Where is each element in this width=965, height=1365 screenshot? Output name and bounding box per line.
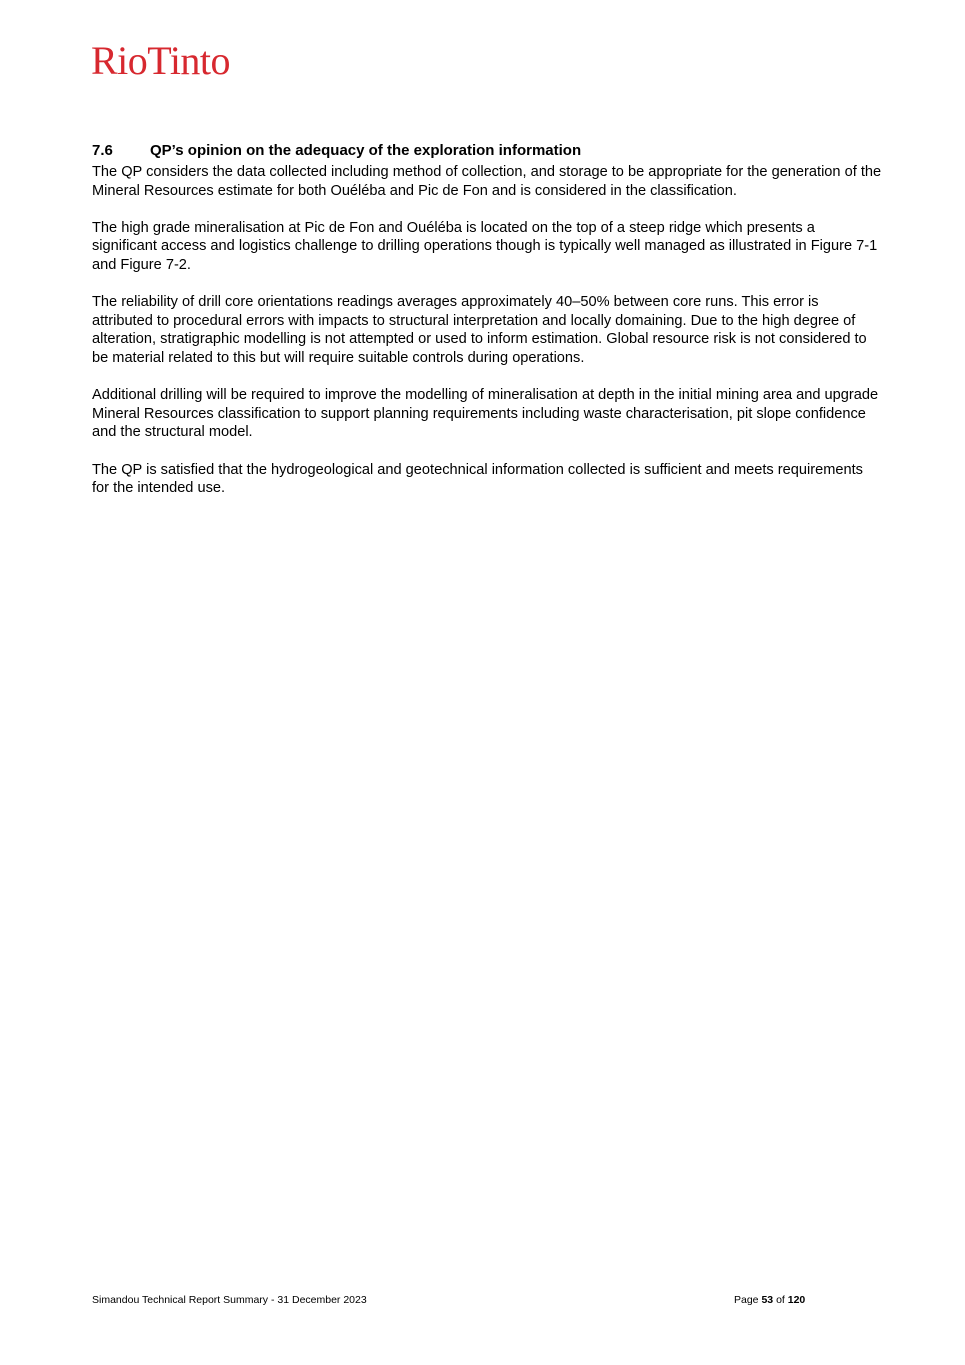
main-content xyxy=(92,141,882,516)
paragraph-core-orientation: The reliability of drill core orientations readings averages approximately 40–50% between core runs. This error is attributed to procedural errors with impacts to structural interpretation and locally domaining. Due to the high degree of alteration, stratigraphic modelling is not attempted or used to inform estimation. Global resource risk is not considered to be material related to this but will require suitable controls during operations. xyxy=(92,294,867,366)
total-pages: 120 xyxy=(787,1294,806,1306)
page-label: Page xyxy=(734,1294,759,1306)
paragraph-additional-drilling: Additional drilling will be required to improve the modelling of mineralisation at depth in the initial mining area and upgrade Mineral Resources classification to support planning requirements including waste characterisation, pit slope confidence and the structural model. xyxy=(92,387,879,441)
section-number: 7.6 xyxy=(92,142,113,159)
section-title: QP’s opinion on the adequacy of the exploration information xyxy=(150,142,582,159)
paragraph-drilling-access: The high grade mineralisation at Pic de Fon and Ouéléba is located on the top of a steep ridge which presents a significant access and logistics challenge to drilling operations though is typically well managed as illustrated in Figure 7-1 and Figure 7-2. xyxy=(92,219,878,273)
section-heading xyxy=(92,141,882,160)
paragraph-data-adequacy: The QP considers the data collected including method of collection, and storage to be appropriate for the generation of the Mineral Resources estimate for both Ouéléba and Pic de Fon and is considered in the classification. xyxy=(92,164,882,199)
footer-document-title: Simandou Technical Report Summary - 31 December 2023 xyxy=(92,1294,367,1306)
footer-page-indicator xyxy=(734,1293,805,1307)
paragraph-hydrogeological: The QP is satisfied that the hydrogeological and geotechnical information collected is sufficient and meets requirements for the intended use. xyxy=(92,461,863,497)
rio-tinto-logo: RioTinto xyxy=(91,38,231,83)
of-label: of xyxy=(776,1294,785,1306)
page-number: 53 xyxy=(761,1294,774,1306)
